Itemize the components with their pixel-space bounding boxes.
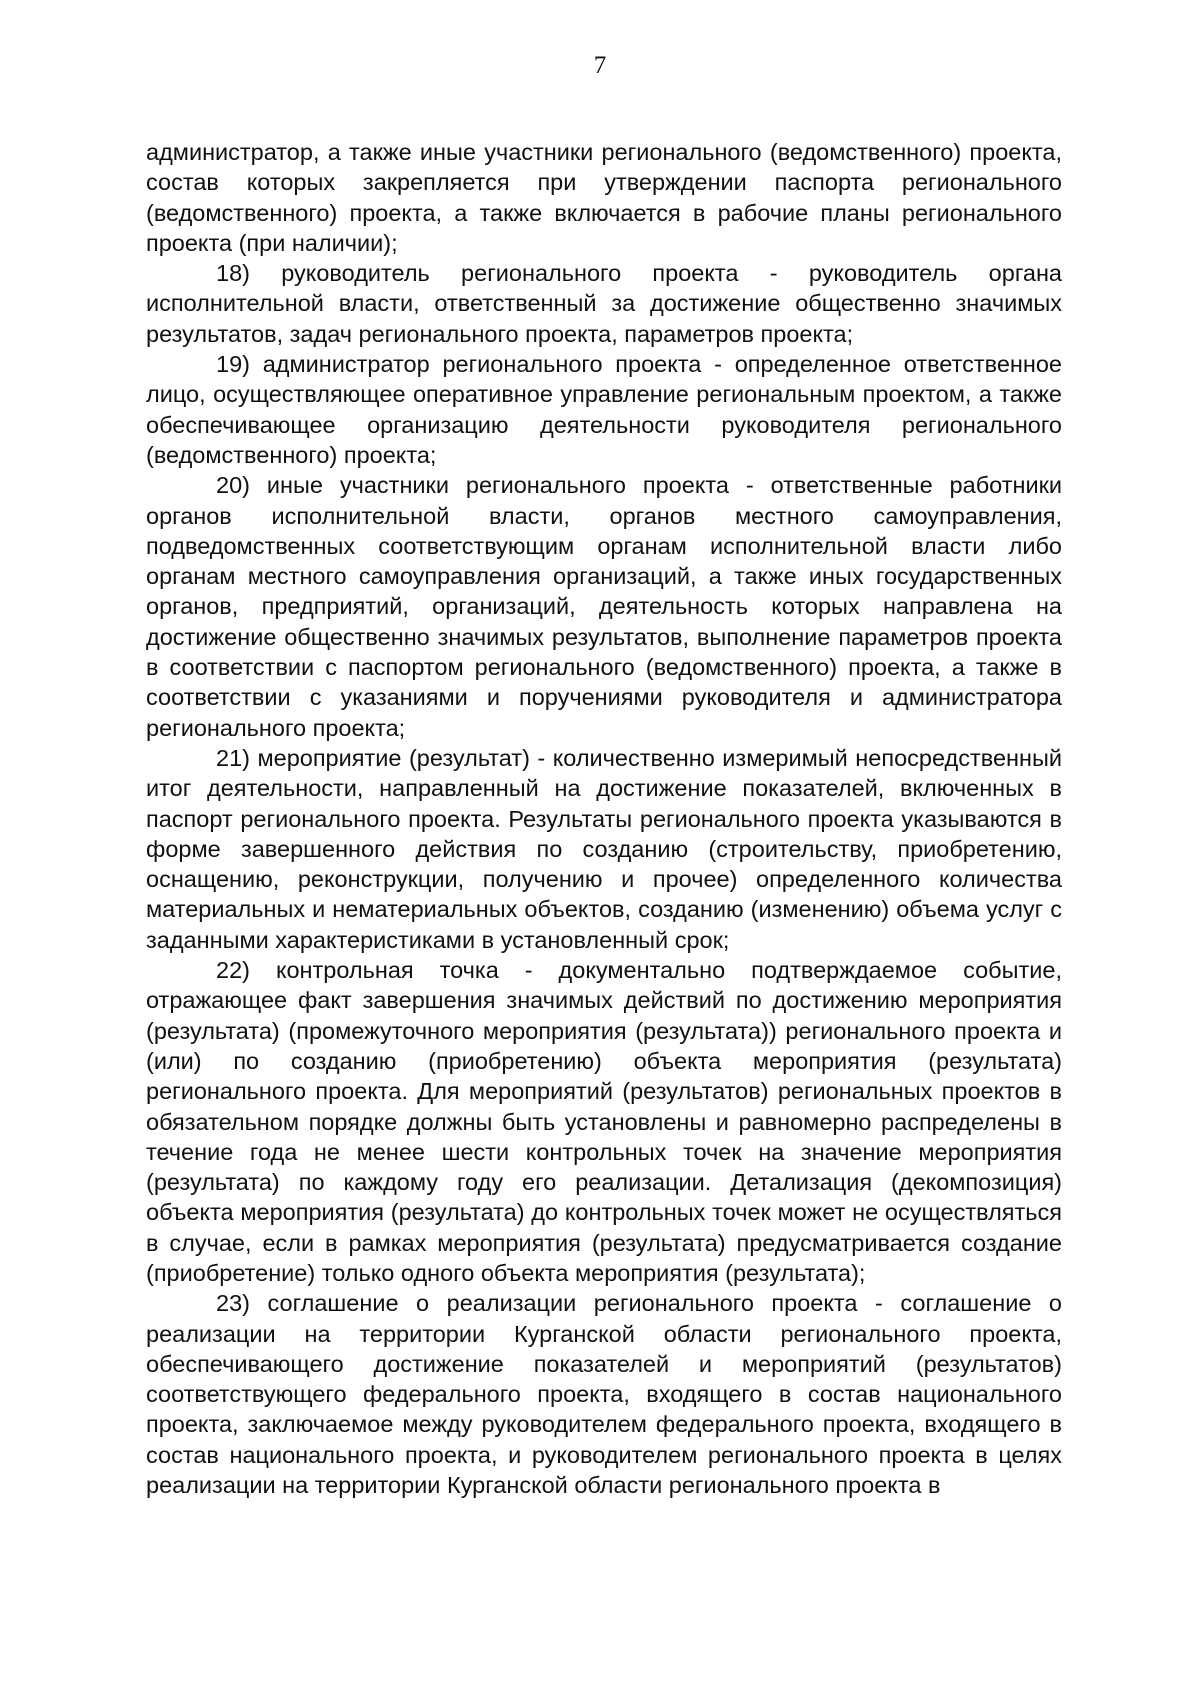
paragraph-item-22: 22) контрольная точка - документально подтверждаемое событие, отражающее факт завершения значимых действий по достижению мероприятия (результата) (промежуточного мероприятия (результата)) регионального проекта и (или) по созданию (приобретению) объекта мероприятия (результата) регионального проекта. Для мероприятий (результатов) региональных проектов в обязательном порядке должны быть установлены и равномерно распределены в течение года не менее шести контрольных точек на значение мероприятия (результата) по каждому году его реализации. Детализация (декомпозиция) объекта мероприятия (результата) до контрольных точек может не осуществляться в случае, если в рамках мероприятия (результата) предусматривается создание (приобретение) только одного объекта мероприятия (результата); — [146, 957, 1062, 1286]
document-body — [146, 137, 1062, 1500]
paragraph-item-21: 21) мероприятие (результат) - количественно измеримый непосредственный итог деятельности, направленный на достижение показателей, включенных в паспорт регионального проекта. Результаты регионального проекта указываются в форме завершенного действия по созданию (строительству, приобретению, оснащению, реконструкции, получению и прочее) определенного количества материальных и нематериальных объектов, созданию (изменению) объема услуг с заданными характеристиками в установленный срок; — [146, 744, 1062, 953]
paragraph-item-19: 19) администратор регионального проекта - определенное ответственное лицо, осуществляющее оперативное управление региональным проектом, а также обеспечивающее организацию деятельности руководителя регионального (ведомственного) проекта; — [146, 351, 1062, 468]
paragraph-continuation: администратор, а также иные участники регионального (ведомственного) проекта, состав которых закрепляется при утверждении паспорта регионального (ведомственного) проекта, а также включается в рабочие планы регионального проекта (при наличии); — [146, 139, 1062, 256]
paragraph-item-20: 20) иные участники регионального проекта - ответственные работники органов исполнительной власти, органов местного самоуправления, подведомственных соответствующим органам исполнительной власти либо органам местного самоуправления организаций, а также иных государственных органов, предприятий, организаций, деятельность которых направлена на достижение общественно значимых результатов, выполнение параметров проекта в соответствии с паспортом регионального (ведомственного) проекта, а также в соответствии с указаниями и поручениями руководителя и администратора регионального проекта; — [146, 472, 1062, 741]
paragraph-item-23: 23) соглашение о реализации регионального проекта - соглашение о реализации на территории Курганской области регионального проекта, обеспечивающего достижение показателей и мероприятий (результатов) соответствующего федерального проекта, входящего в состав национального проекта, заключаемое между руководителем федерального проекта, входящего в состав национального проекта, и руководителем регионального проекта в целях реализации на территории Курганской области регионального проекта в — [146, 1290, 1062, 1499]
paragraph-item-18: 18) руководитель регионального проекта - руководитель органа исполнительной власти, ответственный за достижение общественно значимых результатов, задач регионального проекта, параметров проекта; — [146, 260, 1062, 347]
page-number: 7 — [593, 52, 607, 79]
